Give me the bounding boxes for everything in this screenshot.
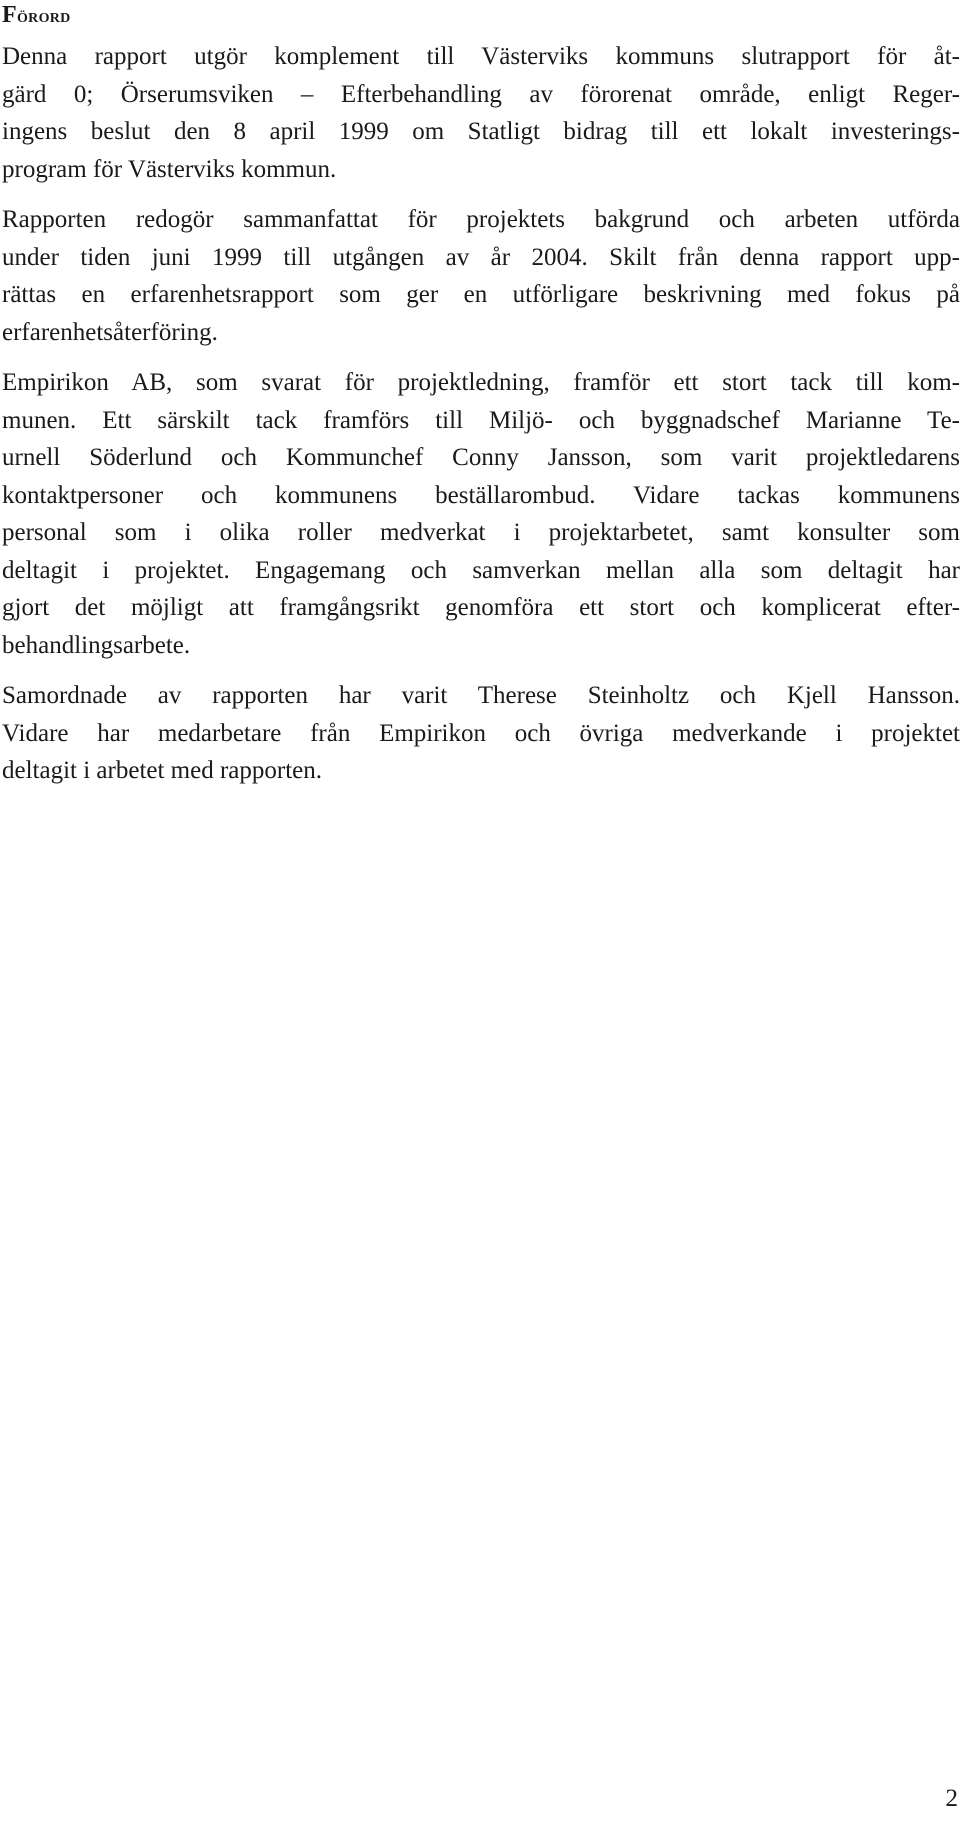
text-line: deltagit i arbetet med rapporten. (2, 757, 323, 784)
text-line: kontaktpersoner och kommunens beställarombud. Vidare tackas kommunens (2, 481, 960, 509)
paragraph-1 (2, 38, 960, 188)
paragraph-2 (2, 201, 960, 351)
text-line: rättas en erfarenhetsrapport som ger en utförligare beskrivning med fokus på (2, 281, 960, 308)
text-line: gjort det möjligt att framgångsrikt genomföra ett stort och komplicerat efter- (2, 594, 960, 621)
heading-initial: F (2, 2, 17, 28)
text-line: gärd 0; Örserumsviken – Efterbehandling av förorenat område, enligt Reger- (2, 80, 960, 108)
text-line: Empirikon AB, som svarat för projektledning, framför ett stort tack till kom- (2, 369, 960, 396)
body-text (2, 38, 960, 803)
text-line: deltagit i projektet. Engagemang och samverkan mellan alla som deltagit har (2, 556, 960, 584)
text-line: munen. Ett särskilt tack framförs till Miljö- och byggnadschef Marianne Te- (2, 406, 960, 434)
text-line: program för Västerviks kommun. (2, 155, 337, 183)
text-line: erfarenhetsåterföring. (2, 318, 218, 346)
text-line: Rapporten redogör sammanfattat för projektets bakgrund och arbeten utförda (2, 206, 960, 233)
text-line: Denna rapport utgör komplement till Västerviks kommuns slutrapport för åt- (2, 43, 960, 70)
text-line: Samordnade av rapporten har varit Therese Steinholtz och Kjell Hansson. (2, 682, 960, 709)
text-line: personal som i olika roller medverkat i projektarbetet, samt konsulter som (2, 519, 960, 546)
page-number: 2 (945, 1785, 958, 1812)
paragraph-3 (2, 364, 960, 664)
text-line: ingens beslut den 8 april 1999 om Statligt bidrag till ett lokalt investerings- (2, 118, 960, 145)
paragraph-4 (2, 677, 960, 790)
text-line: Vidare har medarbetare från Empirikon och övriga medverkande i projektet (2, 719, 960, 747)
text-line: behandlingsarbete. (2, 631, 191, 659)
heading-rest: örord (16, 5, 71, 27)
text-line: urnell Söderlund och Kommunchef Conny Jansson, som varit projektledarens (2, 444, 960, 471)
text-line: under tiden juni 1999 till utgången av år 2004. Skilt från denna rapport upp- (2, 243, 960, 271)
page-heading (2, 2, 71, 29)
